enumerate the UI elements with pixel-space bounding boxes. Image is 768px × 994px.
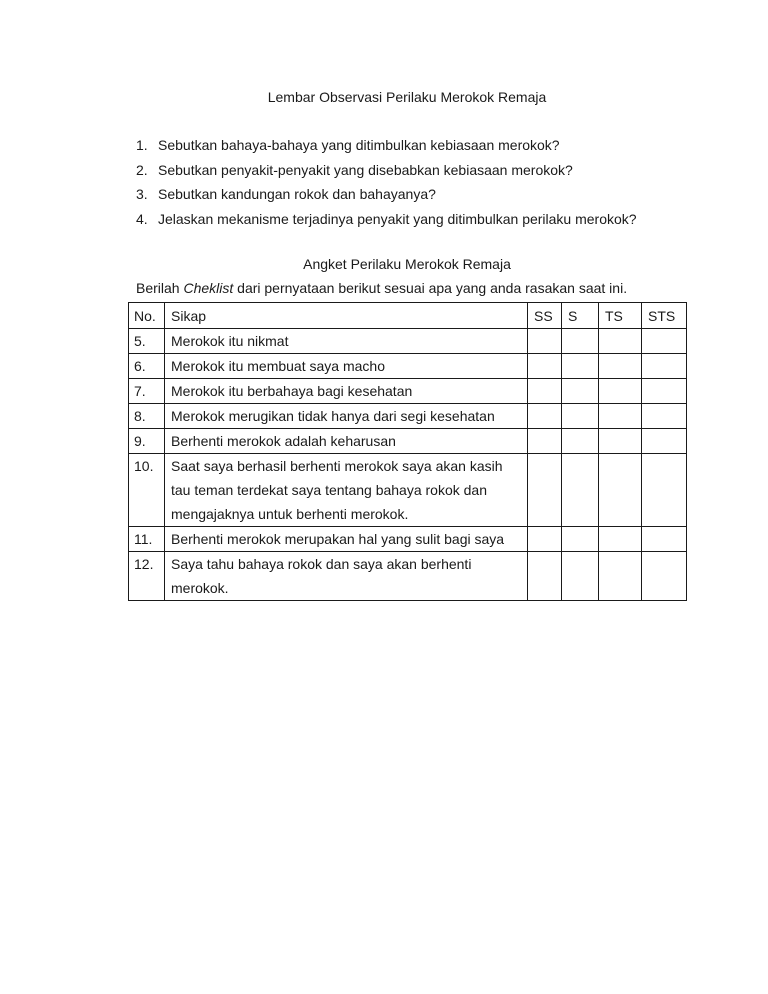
question-text: Sebutkan kandungan rokok dan bahayanya? <box>158 186 436 202</box>
row-number: 6. <box>129 354 165 379</box>
checkbox-cell-ts[interactable] <box>599 552 642 601</box>
question-list <box>136 137 637 235</box>
checkbox-cell-s[interactable] <box>562 354 599 379</box>
statement-line: Merokok itu berbahaya bagi kesehatan <box>171 383 413 399</box>
checkbox-cell-sts[interactable] <box>642 329 687 354</box>
checkbox-cell-sts[interactable] <box>642 552 687 601</box>
checkbox-cell-s[interactable] <box>562 429 599 454</box>
checkbox-cell-sts[interactable] <box>642 429 687 454</box>
header-ts: TS <box>599 303 642 329</box>
table-row <box>129 379 687 404</box>
checkbox-cell-ss[interactable] <box>528 329 562 354</box>
statement-line: Saya tahu bahaya rokok dan saya akan berhenti <box>171 556 472 572</box>
checkbox-cell-sts[interactable] <box>642 404 687 429</box>
question-text: Jelaskan mekanisme terjadinya penyakit yang ditimbulkan perilaku merokok? <box>158 210 637 227</box>
header-sikap: Sikap <box>165 303 528 329</box>
instruction-before: Berilah <box>136 280 184 296</box>
question-text: Sebutkan bahaya-bahaya yang ditimbulkan kebiasaan merokok? <box>158 137 560 153</box>
question-text: Sebutkan penyakit-penyakit yang disebabkan kebiasaan merokok? <box>158 161 573 178</box>
question-item <box>136 186 637 211</box>
table-row <box>129 404 687 429</box>
row-statement <box>165 354 528 379</box>
row-statement <box>165 454 528 527</box>
row-number: 8. <box>129 404 165 429</box>
checkbox-cell-ss[interactable] <box>528 354 562 379</box>
table-row <box>129 527 687 552</box>
row-number: 12. <box>129 552 165 601</box>
instruction-after: dari pernyataan berikut sesuai apa yang anda rasakan saat ini. <box>233 280 628 296</box>
checkbox-cell-s[interactable] <box>562 527 599 552</box>
page-title: Lembar Observasi Perilaku Merokok Remaja <box>267 89 547 105</box>
statement-line: merokok. <box>171 580 229 596</box>
row-statement <box>165 429 528 454</box>
checkbox-cell-sts[interactable] <box>642 354 687 379</box>
statement-line: Merokok merugikan tidak hanya dari segi kesehatan <box>171 408 495 424</box>
row-statement <box>165 404 528 429</box>
survey-body <box>129 329 687 601</box>
statement-line: mengajaknya untuk berhenti merokok. <box>171 506 409 522</box>
question-number: 3. <box>136 186 148 202</box>
header-ss: SS <box>528 303 562 329</box>
checkbox-cell-s[interactable] <box>562 454 599 527</box>
section-subtitle: Angket Perilaku Merokok Remaja <box>303 256 511 272</box>
checkbox-cell-s[interactable] <box>562 329 599 354</box>
row-number: 7. <box>129 379 165 404</box>
question-item <box>136 162 637 187</box>
table-row <box>129 454 687 527</box>
checkbox-cell-ts[interactable] <box>599 329 642 354</box>
header-s: S <box>562 303 599 329</box>
row-statement <box>165 552 528 601</box>
checkbox-cell-sts[interactable] <box>642 454 687 527</box>
table-header-row <box>129 303 687 329</box>
table-row <box>129 354 687 379</box>
checkbox-cell-ts[interactable] <box>599 354 642 379</box>
checkbox-cell-ss[interactable] <box>528 552 562 601</box>
header-no: No. <box>129 303 165 329</box>
checkbox-cell-ss[interactable] <box>528 454 562 527</box>
checkbox-cell-ts[interactable] <box>599 379 642 404</box>
checkbox-cell-s[interactable] <box>562 404 599 429</box>
statement-line: Berhenti merokok adalah keharusan <box>171 433 396 449</box>
checkbox-cell-ts[interactable] <box>599 454 642 527</box>
statement-line: Merokok itu membuat saya macho <box>171 358 385 374</box>
checkbox-cell-ts[interactable] <box>599 527 642 552</box>
question-item <box>136 137 637 162</box>
question-number: 2. <box>136 161 148 178</box>
statement-line: Merokok itu nikmat <box>171 333 289 349</box>
table-row <box>129 552 687 601</box>
checkbox-cell-s[interactable] <box>562 379 599 404</box>
checkbox-cell-sts[interactable] <box>642 527 687 552</box>
question-number: 1. <box>136 137 148 153</box>
row-number: 9. <box>129 429 165 454</box>
checkbox-cell-ss[interactable] <box>528 404 562 429</box>
question-number: 4. <box>136 210 148 227</box>
statement-line: Berhenti merokok merupakan hal yang sulit bagi saya <box>171 531 505 547</box>
row-statement <box>165 379 528 404</box>
checkbox-cell-s[interactable] <box>562 552 599 601</box>
checkbox-cell-ts[interactable] <box>599 404 642 429</box>
row-number: 11. <box>129 527 165 552</box>
question-item <box>136 211 637 236</box>
checkbox-cell-ss[interactable] <box>528 527 562 552</box>
table-row <box>129 429 687 454</box>
table-row <box>129 329 687 354</box>
checkbox-cell-sts[interactable] <box>642 379 687 404</box>
survey-table <box>128 302 687 601</box>
row-number: 5. <box>129 329 165 354</box>
row-statement <box>165 527 528 552</box>
checkbox-cell-ss[interactable] <box>528 379 562 404</box>
row-statement <box>165 329 528 354</box>
instruction-text <box>136 280 627 296</box>
statement-line: Saat saya berhasil berhenti merokok saya akan kasih <box>171 458 503 474</box>
statement-line: tau teman terdekat saya tentang bahaya rokok dan <box>171 482 487 498</box>
row-number: 10. <box>129 454 165 527</box>
checkbox-cell-ts[interactable] <box>599 429 642 454</box>
header-sts: STS <box>642 303 687 329</box>
checkbox-cell-ss[interactable] <box>528 429 562 454</box>
instruction-emphasis: Cheklist <box>183 280 234 296</box>
